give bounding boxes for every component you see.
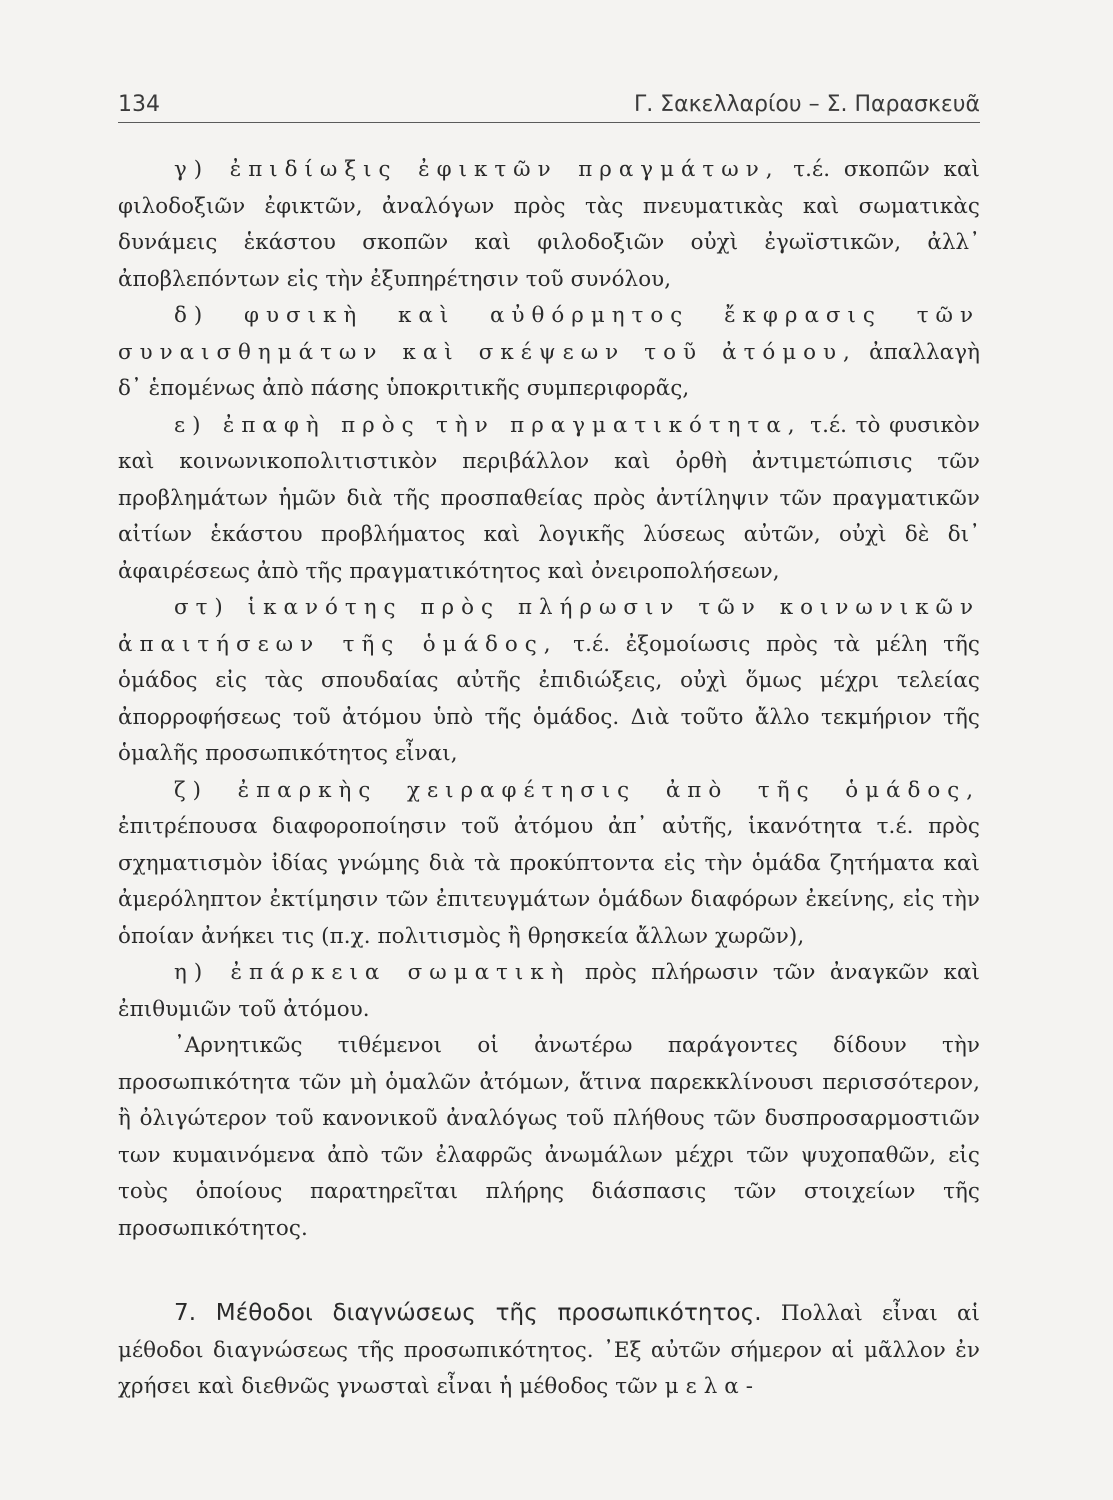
item-text: τ.έ. τὸ φυσικὸν καὶ κοινωνικοπολιτιστικὸν περιβάλλον καὶ ὀρθὴ ἀντιμετώπισις τῶν προβλημάτων ἡμῶν διὰ τῆς προσπαθείας πρὸς ἀντίληψιν τῶν πραγματικῶν αἰτίων ἑκάστου προβλήματος καὶ λογικῆς λύσεως αὐτῶν, οὐχὶ δὲ δι᾽ ἀφαιρέσεως ἀπὸ τῆς πραγματικότητος καὶ ὀνειροπολήσεων, (118, 412, 980, 584)
list-item-epsilon (118, 408, 980, 591)
section-trailing-word: μελα- (664, 1374, 760, 1399)
list-item-eta (118, 955, 980, 1028)
list-item-delta (118, 298, 980, 408)
item-label: ζ) ἐπαρκὴς χειραφέτησις ἀπὸ τῆς ὁμάδος, (174, 777, 980, 803)
item-text: τ.έ. ἐξομοίωσις πρὸς τὰ μέλη τῆς ὁμάδος εἰς τὰς σπουδαίας αὐτῆς ἐπιδιώξεις, οὐχὶ ὅμως μέχρι τελείας ἀπορροφήσεως τοῦ ἀτόμου ὑπὸ τῆς ὁμάδος. Διὰ τοῦτο ἄλλο τεκμήριον τῆς ὁμαλῆς προσωπικότητος εἶναι, (118, 631, 980, 766)
page-number: 134 (118, 92, 160, 117)
item-label: γ) ἐπιδίωξις ἐφικτῶν πραγμάτων, (174, 157, 780, 182)
item-text: ἀπαλλαγὴ δ᾽ ἑπομένως ἀπὸ πάσης ὑποκριτικῆς συμπεριφορᾶς, (118, 339, 981, 401)
section-paragraph (118, 1295, 980, 1406)
list-item-gamma (118, 152, 980, 298)
item-label: η) ἐπάρκεια σωματικὴ (174, 960, 571, 985)
item-text: ἐπιτρέπουσα διαφοροποίησιν τοῦ ἀτόμου ἀπ᾽ αὐτῆς, ἱκανότητα τ.έ. πρὸς σχηματισμὸν ἰδίας γνώμης διὰ τὰ προκύπτοντα εἰς τὴν ὁμάδα ζητήματα καὶ ἀμερόληπτον ἐκτίμησιν τῶν ἐπιτευγμάτων ὁμάδων διαφόρων ἐκείνης, εἰς τὴν ὁποίαν ἀνήκει τις (π.χ. πολιτισμὸς ἢ θρησκεία ἄλλων χωρῶν), (118, 814, 980, 949)
list-item-stigma (118, 590, 980, 773)
book-page (118, 78, 980, 1478)
item-text: πρὸς πλήρωσιν τῶν ἀναγκῶν καὶ ἐπιθυμιῶν τοῦ ἀτόμου. (118, 960, 980, 1022)
body-text (118, 152, 980, 1406)
page-header (118, 78, 980, 123)
item-label: στ) ἱκανότης πρὸς πλήρωσιν τῶν κοινωνικῶν ἀπαιτήσεων τῆς ὁμάδος, (118, 595, 980, 657)
list-item-zeta (118, 773, 980, 956)
closing-paragraph: ᾽Αρνητικῶς τιθέμενοι οἱ ἀνωτέρω παράγοντες δίδουν τὴν προσωπικότητα τῶν μὴ ὁμαλῶν ἀτόμων, ἅτινα παρεκκλίνουσι περισσότερον, ἢ ὀλιγώτερον τοῦ κανονικοῦ ἀναλόγως τοῦ πλήθους τῶν δυσπροσαρμοστιῶν των κυμαινόμενα ἀπὸ τῶν ἐλαφρῶς ἀνωμάλων μέχρι τῶν ψυχοπαθῶν, εἰς τοὺς ὁποίους παρατηρεῖται πλήρης διάσπασις τῶν στοιχείων τῆς προσωπικότητος. (118, 1033, 980, 1241)
item-text: τ.έ. σκοπῶν καὶ φιλοδοξιῶν ἐφικτῶν, ἀναλόγων πρὸς τὰς πνευματικὰς καὶ σωματικὰς δυνάμεις ἑκάστου σκοπῶν καὶ φιλοδοξιῶν οὐχὶ ἐγωϊστικῶν, ἀλλ᾽ ἀποβλεπόντων εἰς τὴν ἐξυπηρέτησιν τοῦ συνόλου, (118, 157, 980, 292)
item-label: ε) ἐπαφὴ πρὸς τὴν πραγματικότητα, (174, 412, 802, 438)
item-label: δ) φυσικὴ καὶ αὐθόρμητος ἔκφρασις τῶν συναισθημάτων καὶ σκέψεων τοῦ ἀτόμου, (118, 303, 980, 365)
section-text: Πολλαὶ εἶναι αἱ μέθοδοι διαγνώσεως τῆς προσωπικότητος. ᾽Εξ αὐτῶν σήμερον αἱ μᾶλλον ἐν χρήσει καὶ διεθνῶς γνωσταὶ εἶναι ἡ μέθοδος τῶν (118, 1301, 980, 1399)
section-title: 7. Μέθοδοι διαγνώσεως τῆς προσωπικότητος. (174, 1300, 762, 1326)
running-head: Γ. Σακελλαρίου – Σ. Παρασκευᾶ (633, 92, 980, 117)
